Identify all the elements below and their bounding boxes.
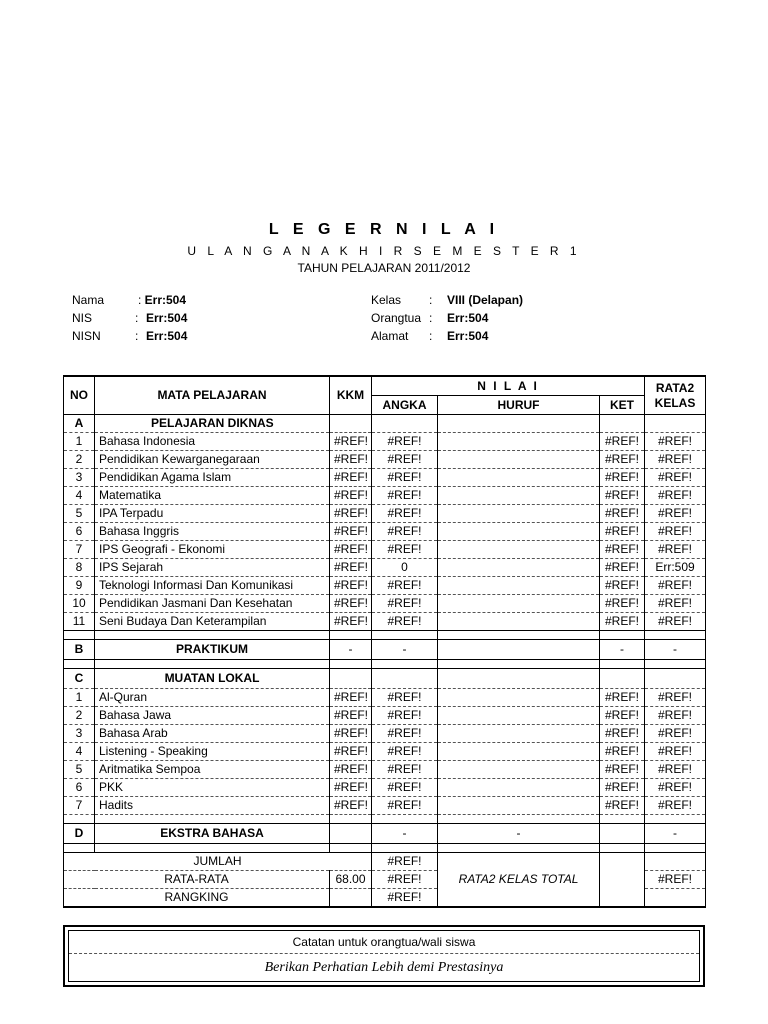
note-text: Berikan Perhatian Lebih demi Prestasinya [264, 960, 504, 975]
subject-angka: #REF! [372, 577, 438, 595]
info-value: Err:504 [447, 311, 489, 325]
subject-name: PKK [95, 779, 330, 797]
academic-year: TAHUN PELAJARAN 2011/2012 [297, 261, 471, 275]
subject-name: Teknologi Informasi Dan Komunikasi [95, 577, 330, 595]
subject-ket: #REF! [600, 541, 645, 559]
ekstra-rata: - [645, 824, 706, 844]
rata2-kelas-total-label: RATA2 KELAS TOTAL [438, 853, 600, 908]
subject-ket: #REF! [600, 559, 645, 577]
info-sep: : [429, 329, 433, 343]
subject-row [64, 523, 706, 541]
parent-note-box [63, 925, 705, 987]
subject-kkm: #REF! [330, 541, 372, 559]
subject-ket: #REF! [600, 725, 645, 743]
document-title: L E G E R N I L A I [268, 221, 500, 238]
subject-rata2-kelas: #REF! [645, 577, 706, 595]
document-subtitle: U L A N G A N A K H I R S E M E S T E R 1 [187, 244, 581, 258]
info-label: Orangtua [371, 311, 422, 325]
subject-ket: #REF! [600, 743, 645, 761]
subject-kkm: #REF! [330, 487, 372, 505]
subject-kkm: #REF! [330, 469, 372, 487]
subject-angka: #REF! [372, 451, 438, 469]
subject-name: Pendidikan Jasmani Dan Kesehatan [95, 595, 330, 613]
info-row-nisn [72, 327, 187, 345]
rangking-label: RANGKING [64, 889, 330, 908]
subject-huruf [438, 469, 600, 487]
subject-huruf [438, 541, 600, 559]
subject-angka: #REF! [372, 761, 438, 779]
subject-angka: #REF! [372, 797, 438, 815]
subject-name: Al-Quran [95, 689, 330, 707]
subject-name: Bahasa Jawa [95, 707, 330, 725]
info-sep: : [138, 293, 145, 307]
subject-huruf [438, 559, 600, 577]
subject-rata2-kelas: #REF! [645, 451, 706, 469]
subject-rata2-kelas: #REF! [645, 433, 706, 451]
subject-rata2-kelas: #REF! [645, 541, 706, 559]
info-row-kelas [371, 291, 523, 309]
subject-huruf [438, 761, 600, 779]
header-ket: KET [600, 396, 645, 415]
spacer-row [64, 844, 706, 853]
section-name: PRAKTIKUM [95, 640, 330, 660]
subject-ket: #REF! [600, 689, 645, 707]
subject-row [64, 505, 706, 523]
subject-kkm: #REF! [330, 523, 372, 541]
section-c-row [64, 669, 706, 689]
info-row-nis [72, 309, 187, 327]
section-name: EKSTRA BAHASA [95, 824, 330, 844]
header-rata2: RATA2 [655, 380, 695, 395]
student-info-left [72, 291, 187, 345]
subject-kkm: #REF! [330, 613, 372, 631]
subject-rata2-kelas: Err:509 [645, 559, 706, 577]
subject-name: Bahasa Indonesia [95, 433, 330, 451]
subject-rata2-kelas: #REF! [645, 613, 706, 631]
subject-row [64, 725, 706, 743]
subject-row [64, 779, 706, 797]
info-label: NIS [72, 311, 93, 325]
subject-angka: #REF! [372, 689, 438, 707]
section-code: C [64, 669, 95, 689]
subject-kkm: #REF! [330, 743, 372, 761]
subject-row [64, 559, 706, 577]
subject-row [64, 797, 706, 815]
subject-row [64, 487, 706, 505]
jumlah-row [64, 853, 706, 871]
subject-no: 5 [64, 761, 95, 779]
subject-row [64, 433, 706, 451]
spacer-row [64, 631, 706, 640]
rata-rata-angka: #REF! [372, 871, 438, 889]
subject-row [64, 743, 706, 761]
subject-angka: #REF! [372, 707, 438, 725]
subject-huruf [438, 797, 600, 815]
praktikum-angka: - [372, 640, 438, 660]
section-d-row [64, 824, 706, 844]
jumlah-label: JUMLAH [64, 853, 372, 871]
subject-name: IPS Geografi - Ekonomi [95, 541, 330, 559]
subject-no: 3 [64, 469, 95, 487]
subject-name: Matematika [95, 487, 330, 505]
subject-huruf [438, 487, 600, 505]
subject-angka: #REF! [372, 743, 438, 761]
subject-ket: #REF! [600, 577, 645, 595]
subject-rata2-kelas: #REF! [645, 523, 706, 541]
subject-name: Aritmatika Sempoa [95, 761, 330, 779]
subject-no: 5 [64, 505, 95, 523]
subject-name: IPA Terpadu [95, 505, 330, 523]
info-value: Err:504 [146, 311, 188, 325]
subject-ket: #REF! [600, 487, 645, 505]
header-mata-pelajaran: MATA PELAJARAN [95, 376, 330, 415]
subject-no: 2 [64, 451, 95, 469]
header-nilai: N I L A I [372, 376, 645, 396]
info-sep: : [135, 329, 139, 343]
rata2-kelas-total-value: #REF! [645, 871, 706, 889]
subject-no: 1 [64, 433, 95, 451]
subject-name: IPS Sejarah [95, 559, 330, 577]
ekstra-huruf: - [438, 824, 600, 844]
subject-huruf [438, 613, 600, 631]
subject-row [64, 707, 706, 725]
header-rata2-kelas [645, 376, 706, 415]
subject-name: Seni Budaya Dan Keterampilan [95, 613, 330, 631]
info-label: Nama [72, 293, 105, 307]
section-b-row [64, 640, 706, 660]
subject-huruf [438, 595, 600, 613]
subject-huruf [438, 779, 600, 797]
section-code: B [64, 640, 95, 660]
subject-no: 4 [64, 487, 95, 505]
subject-kkm: #REF! [330, 725, 372, 743]
subject-no: 6 [64, 779, 95, 797]
student-info-right [371, 291, 523, 345]
subject-rata2-kelas: #REF! [645, 779, 706, 797]
subject-ket: #REF! [600, 595, 645, 613]
subject-huruf [438, 689, 600, 707]
info-row-orangtua [371, 309, 523, 327]
subject-huruf [438, 707, 600, 725]
subject-name: Pendidikan Kewarganegaraan [95, 451, 330, 469]
subject-angka: #REF! [372, 613, 438, 631]
subject-kkm: #REF! [330, 451, 372, 469]
subject-rata2-kelas: #REF! [645, 743, 706, 761]
info-value: Err:504 [144, 293, 187, 307]
subject-angka: #REF! [372, 469, 438, 487]
subject-row [64, 613, 706, 631]
subject-row [64, 469, 706, 487]
ekstra-angka: - [372, 824, 438, 844]
subject-rata2-kelas: #REF! [645, 487, 706, 505]
subject-huruf [438, 577, 600, 595]
rata-rata-kkm: 68.00 [330, 871, 372, 889]
subject-kkm: #REF! [330, 761, 372, 779]
header-kelas: KELAS [654, 395, 696, 410]
subject-ket: #REF! [600, 761, 645, 779]
subject-no: 7 [64, 797, 95, 815]
subject-ket: #REF! [600, 613, 645, 631]
subject-no: 10 [64, 595, 95, 613]
subject-rata2-kelas: #REF! [645, 797, 706, 815]
info-label: NISN [72, 329, 101, 343]
info-value: Err:504 [146, 329, 188, 343]
subject-rata2-kelas: #REF! [645, 689, 706, 707]
rata-rata-label: RATA-RATA [64, 871, 330, 889]
jumlah-angka: #REF! [372, 853, 438, 871]
subject-row [64, 689, 706, 707]
subject-ket: #REF! [600, 707, 645, 725]
subject-row [64, 577, 706, 595]
spacer-row [64, 660, 706, 669]
subject-no: 2 [64, 707, 95, 725]
subject-rata2-kelas: #REF! [645, 707, 706, 725]
table-header-row [64, 376, 706, 396]
subject-huruf [438, 505, 600, 523]
subject-ket: #REF! [600, 433, 645, 451]
spacer-row [64, 815, 706, 824]
subject-no: 8 [64, 559, 95, 577]
praktikum-ket: - [600, 640, 645, 660]
info-row-alamat [371, 327, 523, 345]
info-sep: : [429, 311, 433, 325]
info-label: Alamat [371, 329, 409, 343]
subject-angka: #REF! [372, 595, 438, 613]
subject-huruf [438, 743, 600, 761]
rangking-angka: #REF! [372, 889, 438, 908]
note-heading: Catatan untuk orangtua/wali siswa [69, 931, 699, 954]
section-a-row [64, 415, 706, 433]
subject-row [64, 541, 706, 559]
info-value: Err:504 [447, 329, 489, 343]
subject-kkm: #REF! [330, 689, 372, 707]
subject-no: 4 [64, 743, 95, 761]
header-huruf: HURUF [438, 396, 600, 415]
subject-huruf [438, 451, 600, 469]
subject-huruf [438, 725, 600, 743]
subject-name: Pendidikan Agama Islam [95, 469, 330, 487]
subject-name: Hadits [95, 797, 330, 815]
subject-kkm: #REF! [330, 577, 372, 595]
subject-kkm: #REF! [330, 433, 372, 451]
subject-angka: #REF! [372, 487, 438, 505]
grades-table [63, 375, 706, 908]
subject-rata2-kelas: #REF! [645, 469, 706, 487]
subject-ket: #REF! [600, 451, 645, 469]
subject-no: 11 [64, 613, 95, 631]
subject-no: 3 [64, 725, 95, 743]
subject-kkm: #REF! [330, 707, 372, 725]
subject-angka: #REF! [372, 505, 438, 523]
subject-rata2-kelas: #REF! [645, 761, 706, 779]
header-angka: ANGKA [372, 396, 438, 415]
subject-ket: #REF! [600, 469, 645, 487]
subject-kkm: #REF! [330, 505, 372, 523]
subject-huruf [438, 433, 600, 451]
subject-angka: #REF! [372, 541, 438, 559]
subject-no: 6 [64, 523, 95, 541]
info-label: Kelas [371, 293, 402, 307]
info-sep: : [429, 293, 433, 307]
section-code: A [64, 415, 95, 433]
subject-ket: #REF! [600, 523, 645, 541]
info-row-nama [72, 291, 187, 309]
subject-angka: #REF! [372, 725, 438, 743]
subject-row [64, 451, 706, 469]
subject-angka: 0 [372, 559, 438, 577]
praktikum-kkm: - [330, 640, 372, 660]
subject-ket: #REF! [600, 779, 645, 797]
section-name: MUATAN LOKAL [95, 669, 330, 689]
subject-no: 9 [64, 577, 95, 595]
header-no: NO [64, 376, 95, 415]
subject-ket: #REF! [600, 505, 645, 523]
subject-ket: #REF! [600, 797, 645, 815]
subject-name: Bahasa Arab [95, 725, 330, 743]
subject-angka: #REF! [372, 433, 438, 451]
subject-kkm: #REF! [330, 595, 372, 613]
subject-row [64, 595, 706, 613]
subject-no: 1 [64, 689, 95, 707]
subject-row [64, 761, 706, 779]
section-name: PELAJARAN DIKNAS [95, 415, 330, 433]
section-code: D [64, 824, 95, 844]
subject-rata2-kelas: #REF! [645, 725, 706, 743]
subject-kkm: #REF! [330, 779, 372, 797]
subject-rata2-kelas: #REF! [645, 595, 706, 613]
subject-name: Bahasa Inggris [95, 523, 330, 541]
subject-angka: #REF! [372, 779, 438, 797]
subject-huruf [438, 523, 600, 541]
subject-angka: #REF! [372, 523, 438, 541]
info-value: VIII (Delapan) [447, 293, 524, 307]
header-kkm: KKM [330, 376, 372, 415]
subject-kkm: #REF! [330, 797, 372, 815]
subject-kkm: #REF! [330, 559, 372, 577]
info-sep: : [135, 311, 139, 325]
praktikum-rata: - [645, 640, 706, 660]
subject-name: Listening - Speaking [95, 743, 330, 761]
subject-no: 7 [64, 541, 95, 559]
subject-rata2-kelas: #REF! [645, 505, 706, 523]
